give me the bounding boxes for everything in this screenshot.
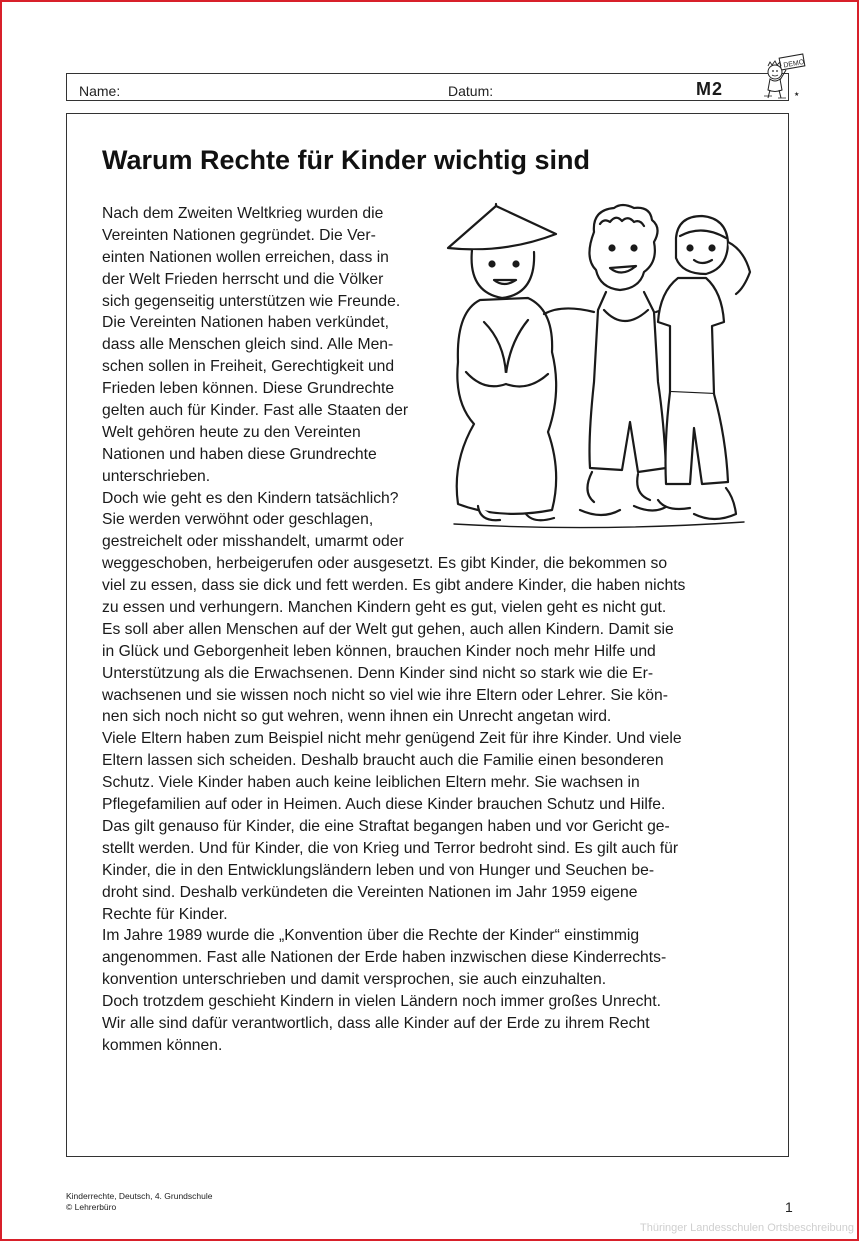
text-line: der Welt Frieden herrscht und die Völker xyxy=(102,270,384,288)
text-line: zu essen und verhungern. Manchen Kindern geht es gut, vielen geht es nicht gut. xyxy=(102,599,667,617)
body-text xyxy=(102,203,762,1057)
text-line: gestreichelt oder misshandelt, umarmt oder xyxy=(102,533,404,551)
text-line: einten Nationen wollen erreichen, dass in xyxy=(102,248,389,266)
text-line: Im Jahre 1989 wurde die „Konvention über die Rechte der Kinder“ einstimmig xyxy=(102,927,640,945)
text-line: konvention unterschrieben und damit versprochen, sie auch einzuhalten. xyxy=(102,971,607,989)
text-line: Es soll aber allen Menschen auf der Welt gut gehen, auch allen Kindern. Damit sie xyxy=(102,620,674,638)
header-bar xyxy=(66,73,789,101)
text-line: gelten auch für Kinder. Fast alle Staaten der xyxy=(102,402,409,420)
text-line: droht sind. Deshalb verkündeten die Vereinten Nationen im Jahr 1959 eigene xyxy=(102,883,638,901)
text-line: unterschrieben. xyxy=(102,467,211,485)
text-line: weggeschoben, herbeigerufen oder ausgesetzt. Es gibt Kinder, die bekommen so xyxy=(102,555,668,573)
page-number: 1 xyxy=(785,1199,793,1215)
footer-source xyxy=(66,1191,212,1213)
text-line: in Glück und Geborgenheit leben können, brauchen Kinder noch mehr Hilfe und xyxy=(102,642,656,660)
text-line: sich gegenseitig unterstützen wie Freunde. xyxy=(102,292,401,310)
text-line: Welt gehören heute zu den Vereinten xyxy=(102,423,361,441)
text-line: Die Vereinten Nationen haben verkündet, xyxy=(102,314,389,332)
text-line: dass alle Menschen gleich sind. Alle Men- xyxy=(102,336,394,354)
text-line: Unterstützung als die Erwachsenen. Denn Kinder sind nicht so stark wie die Er- xyxy=(102,664,654,682)
text-line: nen sich noch nicht so gut wehren, wenn ihnen ein Unrecht angetan wird. xyxy=(102,708,612,726)
demo-mascot-icon xyxy=(760,52,808,100)
sheet-id: M2 xyxy=(696,79,724,99)
text-line: Eltern lassen sich scheiden. Deshalb braucht auch die Familie einen besonderen xyxy=(102,752,664,770)
footer-source-line: Kinderrechte, Deutsch, 4. Grundschule xyxy=(66,1191,213,1201)
text-line: Doch trotzdem geschieht Kindern in vielen Ländern noch immer großes Unrecht. xyxy=(102,993,661,1011)
text-line: Pflegefamilien auf oder in Heimen. Auch diese Kinder brauchen Schutz und Hilfe. xyxy=(102,796,666,814)
text-line: Wir alle sind dafür verantwortlich, dass alle Kinder auf der Erde zu ihrem Recht xyxy=(102,1014,650,1032)
text-line: wachsenen und sie wissen noch nicht so viel wie ihre Eltern oder Lehrer. Sie kön- xyxy=(102,686,668,704)
text-line: Kinder, die in den Entwicklungsländern leben und von Hunger und Seuchen be- xyxy=(102,861,655,879)
text-line: angenommen. Fast alle Nationen der Erde haben inzwischen diese Kinderrechts- xyxy=(102,949,667,967)
text-line: kommen können. xyxy=(102,1036,223,1054)
text-line: Nationen und haben diese Grundrechte xyxy=(102,445,377,463)
text-line: Nach dem Zweiten Weltkrieg wurden die xyxy=(102,205,384,222)
demo-label: DEMO xyxy=(782,58,805,70)
text-line: Vereinten Nationen gegründet. Die Ver- xyxy=(102,226,376,244)
text-line: Frieden leben können. Diese Grundrechte xyxy=(102,380,395,398)
footer-copyright: © Lehrerbüro xyxy=(66,1202,117,1212)
text-line: Sie werden verwöhnt oder geschlagen, xyxy=(102,511,374,529)
text-line: Das gilt genauso für Kinder, die eine Straftat begangen haben und vor Gericht ge- xyxy=(102,817,670,835)
text-line: Viele Eltern haben zum Beispiel nicht mehr genügend Zeit für ihre Kinder. Und viele xyxy=(102,730,682,748)
text-line: Schutz. Viele Kinder haben auch keine leiblichen Eltern mehr. Sie wachsen in xyxy=(102,774,640,792)
text-line: stellt werden. Und für Kinder, die von Krieg und Terror bedroht sind. Es gilt auch für xyxy=(102,839,679,857)
svg-text:★: ★ xyxy=(794,92,800,98)
date-label: Datum: xyxy=(448,83,494,99)
text-line: Doch wie geht es den Kindern tatsächlich? xyxy=(102,489,399,507)
watermark-text: Thüringer Landesschulen Ortsbeschreibung xyxy=(640,1222,855,1234)
name-label: Name: xyxy=(79,83,121,99)
text-line: schen sollen in Freiheit, Gerechtigkeit und xyxy=(102,358,395,376)
text-line: viel zu essen, dass sie dick und fett werden. Es gibt andere Kinder, die haben nichts xyxy=(102,577,686,595)
text-line: Rechte für Kinder. xyxy=(102,905,228,923)
page-title: Warum Rechte für Kinder wichtig sind xyxy=(102,145,591,175)
